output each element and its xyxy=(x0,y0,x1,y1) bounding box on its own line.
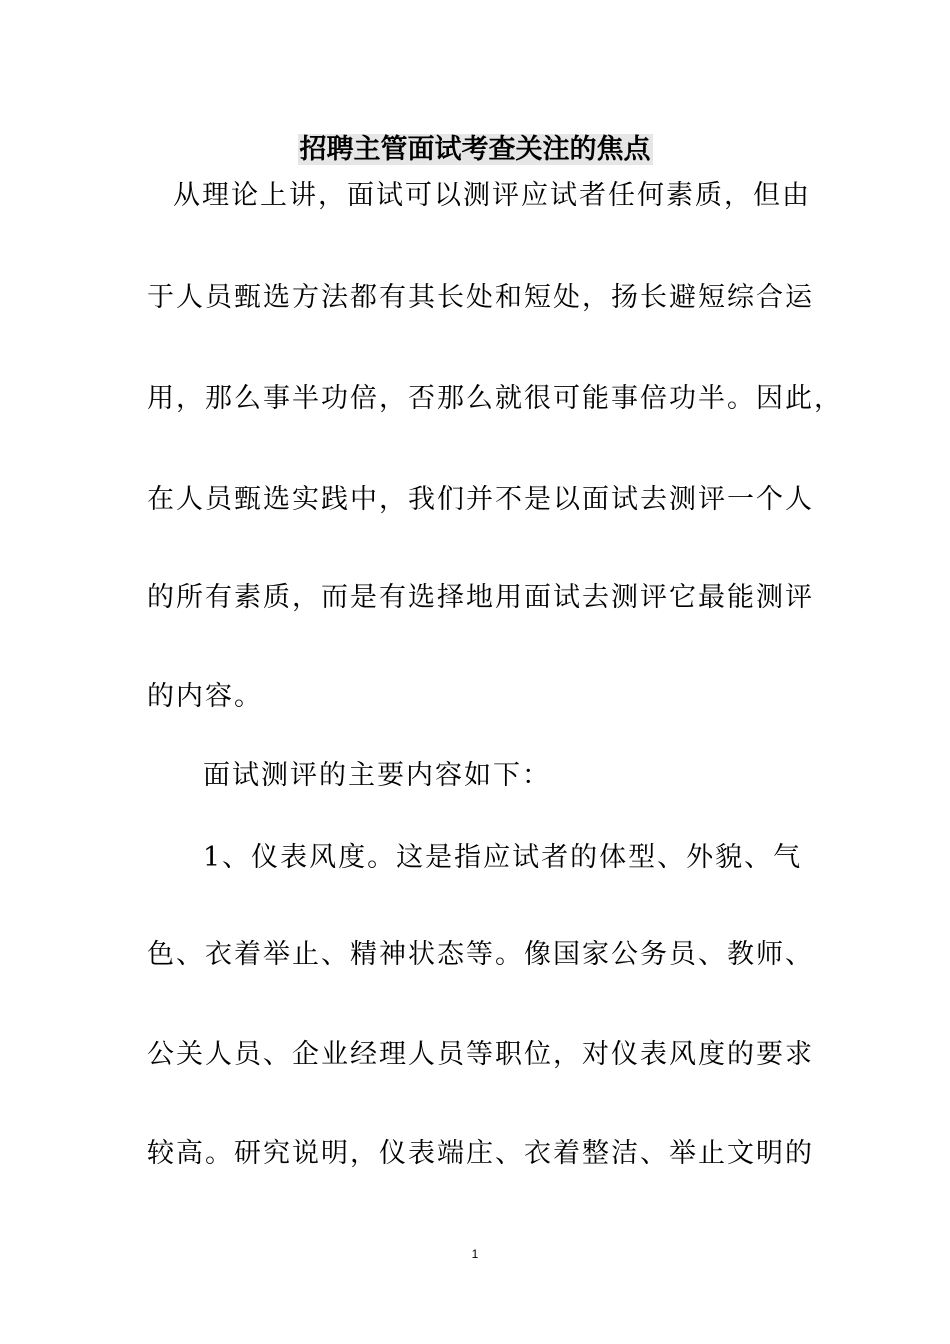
paragraph-line: 1、仪表风度。这是指应试者的体型、外貌、气 xyxy=(203,842,803,873)
page-number: 1 xyxy=(471,1247,479,1261)
paragraph-line: 色、衣着举止、精神状态等。像国家公务员、教师、 xyxy=(147,939,814,970)
paragraph-line: 于人员甄选方法都有其长处和短处，扬长避短综合运 xyxy=(147,282,814,313)
paragraph-line: 用，那么事半功倍，否那么就很可能事倍功半。因此， xyxy=(147,383,843,414)
paragraph-line: 较高。研究说明，仪表端庄、衣着整洁、举止文明的 xyxy=(147,1138,814,1169)
paragraph-line: 的所有素质，而是有选择地用面试去测评它最能测评 xyxy=(147,582,814,613)
paragraph-line: 面试测评的主要内容如下： xyxy=(203,760,551,791)
document-title-text: 招聘主管面试考查关注的焦点 xyxy=(299,134,651,165)
paragraph-line: 公关人员、企业经理人员等职位，对仪表风度的要求 xyxy=(147,1039,814,1070)
document-title xyxy=(0,130,950,170)
paragraph-line: 在人员甄选实践中，我们并不是以面试去测评一个人 xyxy=(147,484,814,515)
paragraph-line: 从理论上讲，面试可以测评应试者任何素质，但由 xyxy=(173,180,811,211)
paragraph-line: 的内容。 xyxy=(147,681,263,712)
